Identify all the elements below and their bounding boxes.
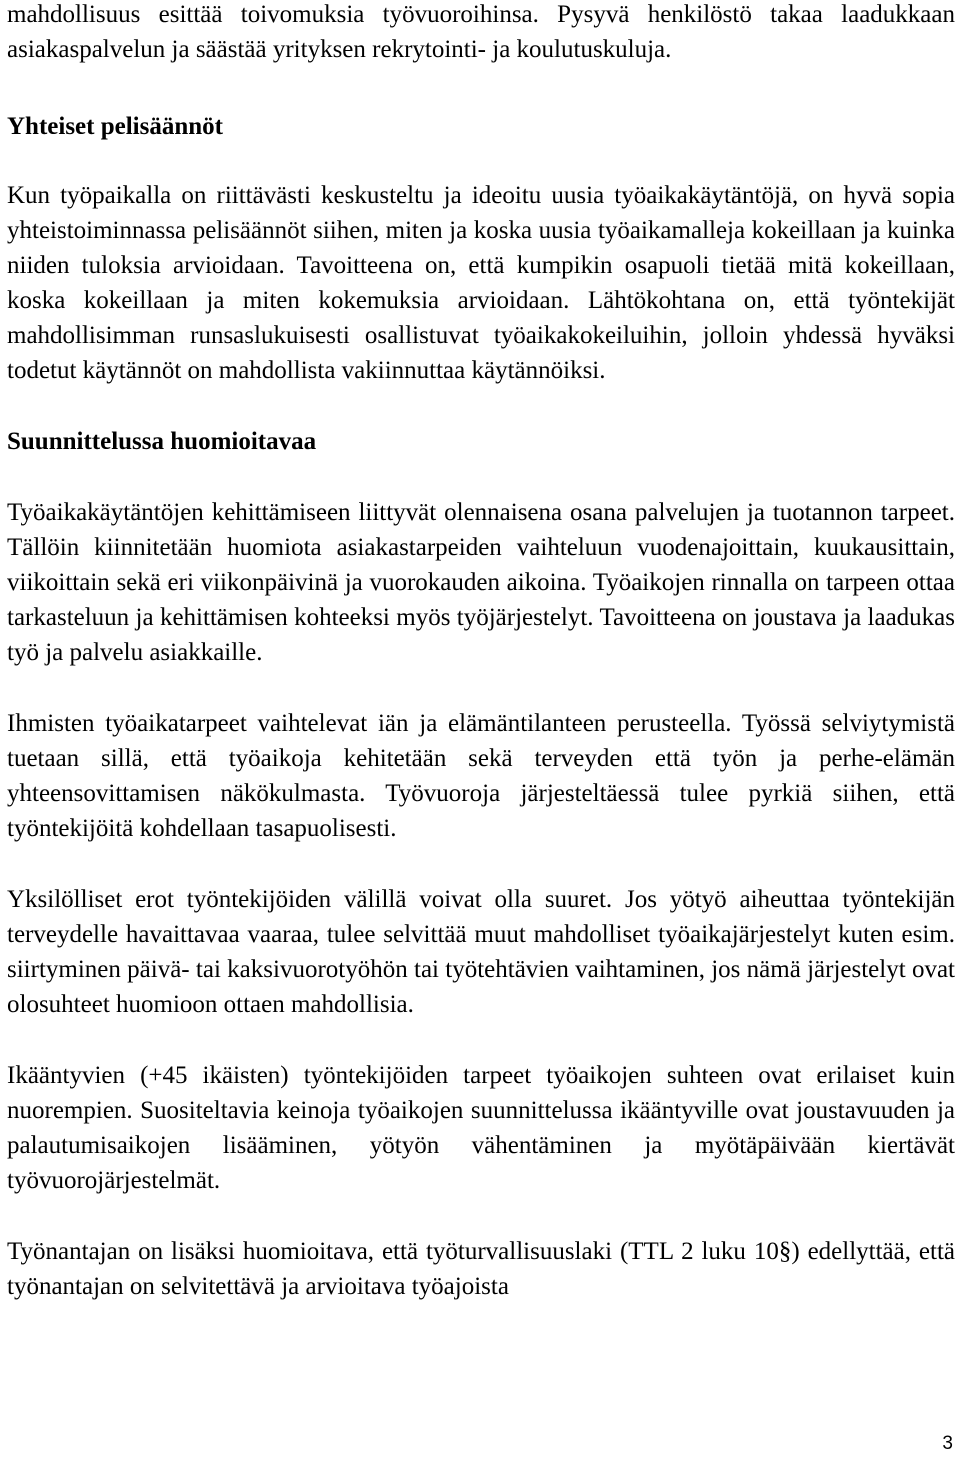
spacer [7, 846, 955, 882]
spacer [7, 670, 955, 706]
spacer [7, 388, 955, 424]
section-heading-suunnittelussa-huomioitavaa: Suunnittelussa huomioitavaa [7, 428, 317, 455]
spacer [7, 1198, 955, 1234]
document-page [7, 0, 955, 1304]
page-number: 3 [942, 1433, 953, 1454]
paragraph-yksilolliset-erot: Yksilölliset erot työntekijöiden välillä voivat olla suuret. Jos yötyö aiheuttaa työntekijän terveydelle havaittavaa vaaraa, tulee selvittää muut mahdolliset työaikajärjestelyt kuten esim. siirtyminen päivä- tai kaksivuorotyöhön tai työtehtävien vaihtaminen, jos nämä järjestelyt ovat olosuhteet huomioon ottaen mahdollisia. [7, 886, 955, 1018]
intro-paragraph: mahdollisuus esittää toivomuksia työvuoroihinsa. Pysyvä henkilöstö takaa laadukkaan asiakaspalvelun ja säästää yrityksen rekrytointi- ja koulutuskuluja. [7, 1, 955, 63]
spacer [7, 144, 955, 178]
paragraph-palvelujen-tarpeet: Työaikakäytäntöjen kehittämiseen liittyvät olennaisena osana palvelujen ja tuotannon tarpeet. Tällöin kiinnitetään huomiota asiakastarpeiden vaihteluun vuodenajoittain, kuukausittain, viikoittain sekä eri viikonpäivinä ja vuorokauden aikoina. Työaikojen rinnalla on tarpeen ottaa tarkasteluun ja kehittämisen kohteeksi myös työjärjestelyt. Tavoitteena on joustava ja laadukas työ ja palvelu asiakkaille. [7, 499, 955, 666]
spacer [7, 1022, 955, 1058]
spacer [7, 67, 955, 109]
section-heading-yhteiset-pelisaannot: Yhteiset pelisäännöt [7, 113, 223, 140]
paragraph-ikaantyvat: Ikääntyvien (+45 ikäisten) työntekijöiden tarpeet työaikojen suhteen ovat erilaiset kuin nuorempien. Suositeltavia keinoja työaikojen suunnittelussa ikääntyville ovat joustavuuden ja palautumisaikojen lisääminen, yötyön vähentäminen ja myötäpäivään kiertävät työvuorojärjestelmät. [7, 1062, 955, 1194]
spacer [7, 459, 955, 495]
paragraph-tyoturvallisuuslaki: Työnantajan on lisäksi huomioitava, että työturvallisuuslaki (TTL 2 luku 10§) edellyttää, että työnantajan on selvitettävä ja arvioitava työajoista [7, 1238, 955, 1300]
paragraph-tyoaikatarpeet: Ihmisten työaikatarpeet vaihtelevat iän ja elämäntilanteen perusteella. Työssä selviytymistä tuetaan sillä, että työaikoja kehitetään sekä terveyden että työn ja perhe-elämän yhteensovittamisen näkökulmasta. Työvuoroja järjesteltäessä tulee pyrkiä siihen, että työntekijöitä kohdellaan tasapuolisesti. [7, 710, 955, 842]
paragraph-pelisaannot: Kun työpaikalla on riittävästi keskusteltu ja ideoitu uusia työaikakäytäntöjä, on hyvä sopia yhteistoiminnassa pelisäännöt siihen, miten ja koska uusia työaikamalleja kokeillaan ja kuinka niiden tuloksia arvioidaan. Tavoitteena on, että kumpikin osapuoli tietää mitä kokeillaan, koska kokeillaan ja miten kokemuksia arvioidaan. Lähtökohtana on, että työntekijät mahdollisimman runsaslukuisesti osallistuvat työaikakokeiluihin, jolloin yhdessä hyväksi todetut käytännöt on mahdollista vakiinnuttaa käytännöiksi. [7, 182, 955, 384]
